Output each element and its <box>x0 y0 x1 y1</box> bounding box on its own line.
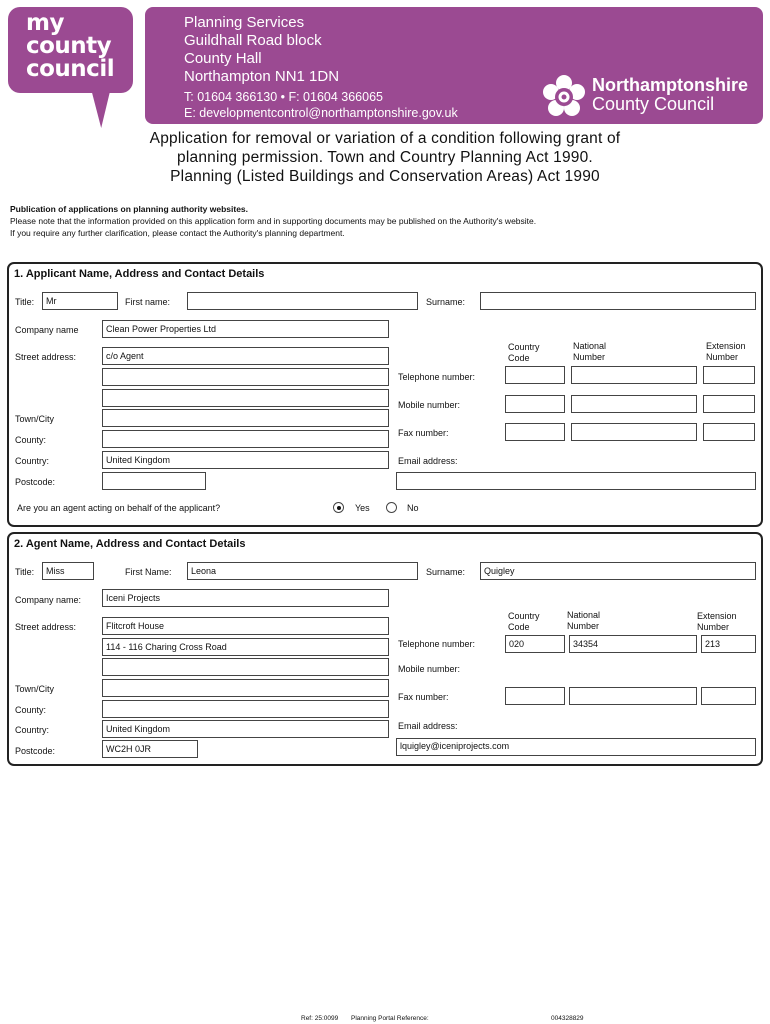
applicant-country-field[interactable]: United Kingdom <box>102 451 389 469</box>
publication-notice: Publication of applications on planning authority websites. Please note that the information provided on this application form and in supporting documents may be published on the Authority's website. If you require any further clarification, please contact the Authority's planning department. <box>10 204 537 238</box>
applicant-telephone-extension[interactable] <box>703 366 755 384</box>
applicant-mobile-national[interactable] <box>571 395 697 413</box>
applicant-national-number-header: National Number <box>573 341 607 362</box>
applicant-extension-header: Extension Number <box>706 341 746 362</box>
applicant-street-line-3[interactable] <box>102 389 389 407</box>
applicant-first-name-label: First name: <box>125 297 171 307</box>
applicant-telephone-label: Telephone number: <box>398 372 476 382</box>
applicant-town-field[interactable] <box>102 409 389 427</box>
applicant-telephone-country-code[interactable] <box>505 366 565 384</box>
agent-street-label: Street address: <box>15 622 77 632</box>
agent-yes-label: Yes <box>355 503 370 513</box>
applicant-country-code-header: Country Code <box>508 342 540 363</box>
agent-county-label: County: <box>15 705 47 715</box>
applicant-title-field[interactable]: Mr <box>42 292 118 310</box>
agent-county-field[interactable] <box>102 700 389 718</box>
agent-surname-field[interactable]: Quigley <box>480 562 756 580</box>
logo-speech-tail <box>85 88 111 128</box>
applicant-mobile-extension[interactable] <box>703 395 755 413</box>
postal-address: Planning Services Guildhall Road block County Hall Northampton NN1 1DN <box>184 14 340 85</box>
agent-country-field[interactable]: United Kingdom <box>102 720 389 738</box>
agent-first-name-label: First Name: <box>125 567 172 577</box>
applicant-fax-national[interactable] <box>571 423 697 441</box>
applicant-county-field[interactable] <box>102 430 389 448</box>
contact-details: T: 01604 366130 • F: 01604 366065 E: developmentcontrol@northamptonshire.gov.uk <box>184 90 458 120</box>
applicant-mobile-label: Mobile number: <box>398 400 461 410</box>
applicant-telephone-national[interactable] <box>571 366 697 384</box>
agent-street-line-2[interactable]: 114 - 116 Charing Cross Road <box>102 638 389 656</box>
applicant-fax-label: Fax number: <box>398 428 449 438</box>
agent-national-number-header: National Number <box>567 610 601 631</box>
agent-title-field[interactable]: Miss <box>42 562 94 580</box>
agent-first-name-field[interactable]: Leona <box>187 562 418 580</box>
agent-telephone-country-code[interactable]: 020 <box>505 635 565 653</box>
applicant-country-label: Country: <box>15 456 50 466</box>
applicant-section-heading: 1. Applicant Name, Address and Contact Details <box>14 268 265 280</box>
agent-email-field[interactable]: lquigley@iceniprojects.com <box>396 738 756 756</box>
applicant-email-label: Email address: <box>398 456 458 466</box>
rose-crest-icon <box>541 74 587 120</box>
agent-town-field[interactable] <box>102 679 389 697</box>
agent-no-label: No <box>407 503 419 513</box>
applicant-town-label: Town/City <box>15 414 55 424</box>
applicant-street-label: Street address: <box>15 352 77 362</box>
agent-country-label: Country: <box>15 725 50 735</box>
agent-telephone-label: Telephone number: <box>398 639 476 649</box>
agent-street-line-1[interactable]: Flitcroft House <box>102 617 389 635</box>
agent-fax-country-code[interactable] <box>505 687 565 705</box>
applicant-street-line-2[interactable] <box>102 368 389 386</box>
agent-town-label: Town/City <box>15 684 55 694</box>
council-name: Northamptonshire County Council <box>592 75 749 114</box>
applicant-fax-country-code[interactable] <box>505 423 565 441</box>
footer-ref: Ref: 25:0099 <box>301 1015 339 1022</box>
applicant-first-name-field[interactable] <box>187 292 418 310</box>
applicant-company-field[interactable]: Clean Power Properties Ltd <box>102 320 389 338</box>
agent-postcode-field[interactable]: WC2H 0JR <box>102 740 198 758</box>
logo-text: my county council <box>26 10 115 82</box>
applicant-title-label: Title: <box>15 297 35 307</box>
form-title: Application for removal or variation of a condition following grant of planning permission. Town and Country Planning Act 1990. Planning (Listed Buildings and Conservation Areas) Act 1990 <box>149 130 621 185</box>
agent-extension-header: Extension Number <box>697 611 737 632</box>
applicant-surname-label: Surname: <box>426 297 466 307</box>
applicant-postcode-label: Postcode: <box>15 477 56 487</box>
agent-surname-label: Surname: <box>426 567 466 577</box>
agent-telephone-national[interactable]: 34354 <box>569 635 697 653</box>
applicant-fax-extension[interactable] <box>703 423 755 441</box>
applicant-county-label: County: <box>15 435 47 445</box>
agent-no-radio[interactable] <box>386 502 397 513</box>
agent-question: Are you an agent acting on behalf of the applicant? <box>17 503 221 513</box>
agent-fax-national[interactable] <box>569 687 697 705</box>
applicant-street-line-1[interactable]: c/o Agent <box>102 347 389 365</box>
applicant-surname-field[interactable] <box>480 292 756 310</box>
agent-section-heading: 2. Agent Name, Address and Contact Details <box>14 538 246 550</box>
agent-fax-label: Fax number: <box>398 692 449 702</box>
applicant-email-field[interactable] <box>396 472 756 490</box>
agent-country-code-header: Country Code <box>508 611 540 632</box>
applicant-postcode-field[interactable] <box>102 472 206 490</box>
agent-company-field[interactable]: Iceni Projects <box>102 589 389 607</box>
agent-postcode-label: Postcode: <box>15 746 56 756</box>
agent-title-label: Title: <box>15 567 35 577</box>
agent-yes-radio[interactable] <box>333 502 344 513</box>
agent-telephone-extension[interactable]: 213 <box>701 635 756 653</box>
agent-street-line-3[interactable] <box>102 658 389 676</box>
agent-fax-extension[interactable] <box>701 687 756 705</box>
applicant-mobile-country-code[interactable] <box>505 395 565 413</box>
agent-email-label: Email address: <box>398 721 458 731</box>
applicant-company-label: Company name <box>15 325 79 335</box>
footer-portal-value: 004328829 <box>551 1015 584 1022</box>
agent-mobile-label: Mobile number: <box>398 664 461 674</box>
footer-portal-label: Planning Portal Reference: <box>351 1015 429 1022</box>
agent-company-label: Company name: <box>15 595 82 605</box>
